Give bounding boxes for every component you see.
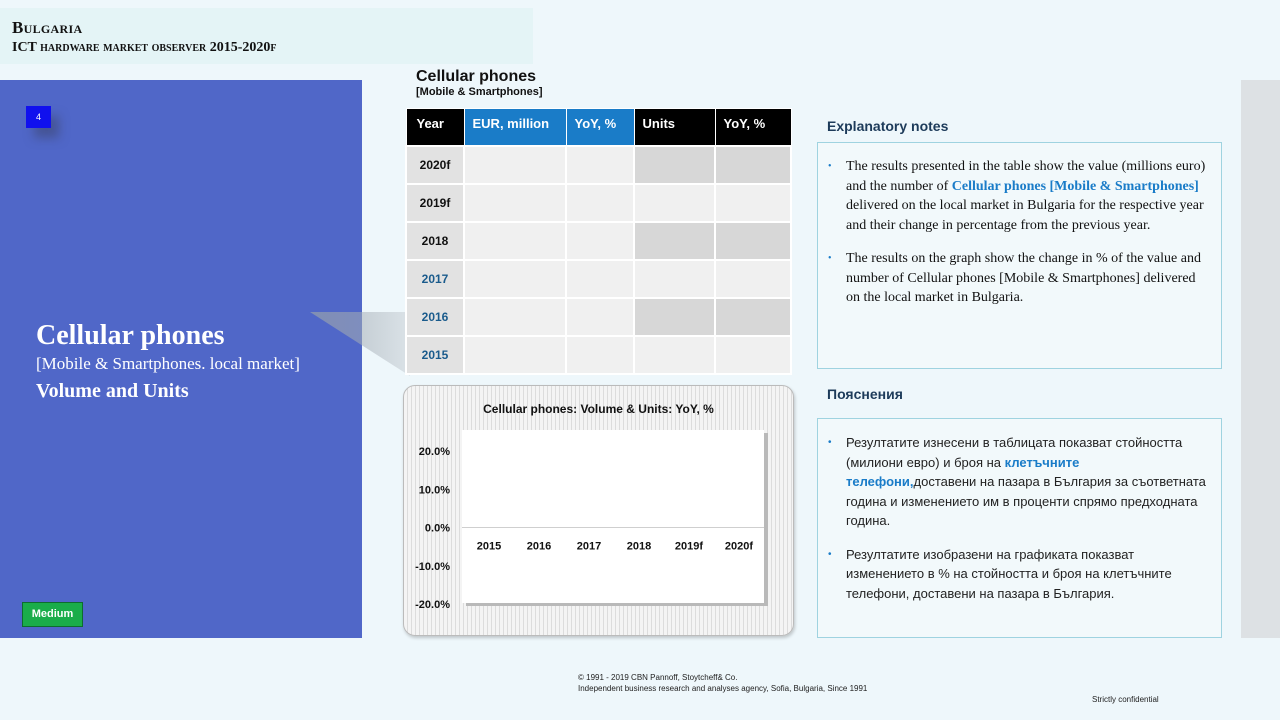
value-cell <box>634 260 715 298</box>
panel-title-block <box>36 320 300 403</box>
y-tick-label: 20.0% <box>418 446 450 458</box>
page-number-badge: 4 <box>26 106 51 128</box>
value-cell <box>715 336 791 374</box>
table-header-row <box>406 109 791 146</box>
x-category-label: 2020f <box>724 540 754 553</box>
table-subtitle: [Mobile & Smartphones] <box>416 86 543 98</box>
table-row <box>406 184 791 222</box>
value-cell <box>566 146 634 184</box>
notes-heading-en: Explanatory notes <box>827 118 949 134</box>
data-table <box>405 108 792 375</box>
note-highlight: Cellular phones [Mobile & Smartphones] <box>951 178 1199 194</box>
x-category-label: 2015 <box>476 540 502 553</box>
note-text: Резултатите изнесени в таблицата показват стойността (милиони евро) и броя на <box>846 435 1183 470</box>
table-row <box>406 260 791 298</box>
value-cell <box>566 298 634 336</box>
table-row <box>406 336 791 374</box>
header-box <box>0 8 533 64</box>
header-yoy-eur: YoY, % <box>566 109 634 146</box>
chart-canvas <box>404 386 795 637</box>
confidential-label: Strictly confidential <box>1092 695 1159 704</box>
value-cell <box>715 184 791 222</box>
header-country: Bulgaria <box>12 18 83 37</box>
notes-heading-bg: Пояснения <box>827 386 903 402</box>
right-bar <box>1241 80 1280 638</box>
value-cell <box>634 222 715 260</box>
y-tick-label: -10.0% <box>415 560 450 573</box>
year-cell: 2018 <box>406 222 464 260</box>
value-cell <box>464 298 566 336</box>
header-units: Units <box>634 109 715 146</box>
value-cell <box>464 184 566 222</box>
value-cell <box>464 336 566 374</box>
y-tick-label: 10.0% <box>418 484 450 497</box>
panel-title2: Volume and Units <box>36 380 189 402</box>
value-cell <box>634 184 715 222</box>
y-tick-label: -20.0% <box>415 599 450 611</box>
table-title: Cellular phones <box>416 68 537 85</box>
x-category-label: 2018 <box>626 540 652 553</box>
note-item <box>828 157 1207 235</box>
value-cell <box>715 298 791 336</box>
yoy-chart <box>403 385 794 636</box>
header-yoy-units: YoY, % <box>715 109 791 146</box>
note-text: delivered on the local market in Bulgaria for the respective year and their change in percentage from the previous year. <box>846 198 1204 233</box>
chart-title: Cellular phones: Volume & Units: YoY, % <box>483 402 714 416</box>
value-cell <box>464 222 566 260</box>
value-cell <box>715 222 791 260</box>
footer <box>578 672 867 694</box>
note-highlight: клетъчните телефони, <box>846 454 1080 489</box>
panel-title: Cellular phones <box>36 320 225 351</box>
note-item: • Резултатите изобразени на графиката показват изменението в % на стойността и броя на клетъчните телефони, доставени на пазара в България. <box>828 545 1207 604</box>
table-row <box>406 222 791 260</box>
footer-copyright: © 1991 - 2019 CBN Pannoff, Stoytcheff& Co. <box>578 673 738 682</box>
value-cell <box>566 260 634 298</box>
x-category-label: 2019f <box>674 540 704 553</box>
plot-area <box>462 430 764 603</box>
year-cell: 2019f <box>406 184 464 222</box>
value-cell <box>566 222 634 260</box>
x-category-label: 2016 <box>526 540 552 553</box>
header-subtitle: ICT hardware market observer 2015-2020f <box>12 40 277 55</box>
value-cell <box>566 336 634 374</box>
note-item: • The results on the graph show the change in % of the value and number of Cellular phones [Mobile & Smartphones] delivered on the local market in Bulgaria. <box>828 249 1207 308</box>
note-text: The results presented in the table show the value (millions euro) and the number of <box>846 159 1206 194</box>
value-cell <box>464 260 566 298</box>
notes-box-bg <box>817 418 1222 638</box>
year-cell: 2017 <box>406 260 464 298</box>
x-category-label: 2017 <box>576 540 602 553</box>
notes-box-en <box>817 142 1222 369</box>
table-row <box>406 146 791 184</box>
value-cell <box>634 146 715 184</box>
medium-badge: Medium <box>22 602 83 627</box>
value-cell <box>715 260 791 298</box>
y-tick-label: 0.0% <box>424 522 450 535</box>
value-cell <box>715 146 791 184</box>
year-cell: 2020f <box>406 146 464 184</box>
year-cell: 2016 <box>406 298 464 336</box>
year-cell: 2015 <box>406 336 464 374</box>
panel-subtitle: [Mobile & Smartphones. local market] <box>36 354 300 373</box>
note-text: доставени на пазара в България за съответната година и изменението им в проценти спрямо предходната година. <box>846 474 1206 528</box>
note-item <box>828 433 1207 531</box>
value-cell <box>566 184 634 222</box>
table-row <box>406 298 791 336</box>
footer-agency: Independent business research and analyses agency, Sofia, Bulgaria, Since 1991 <box>578 684 868 693</box>
table-title-block <box>416 68 543 98</box>
value-cell <box>634 336 715 374</box>
value-cell <box>634 298 715 336</box>
header-eur: EUR, million <box>464 109 566 146</box>
value-cell <box>464 146 566 184</box>
header-year: Year <box>406 109 464 146</box>
